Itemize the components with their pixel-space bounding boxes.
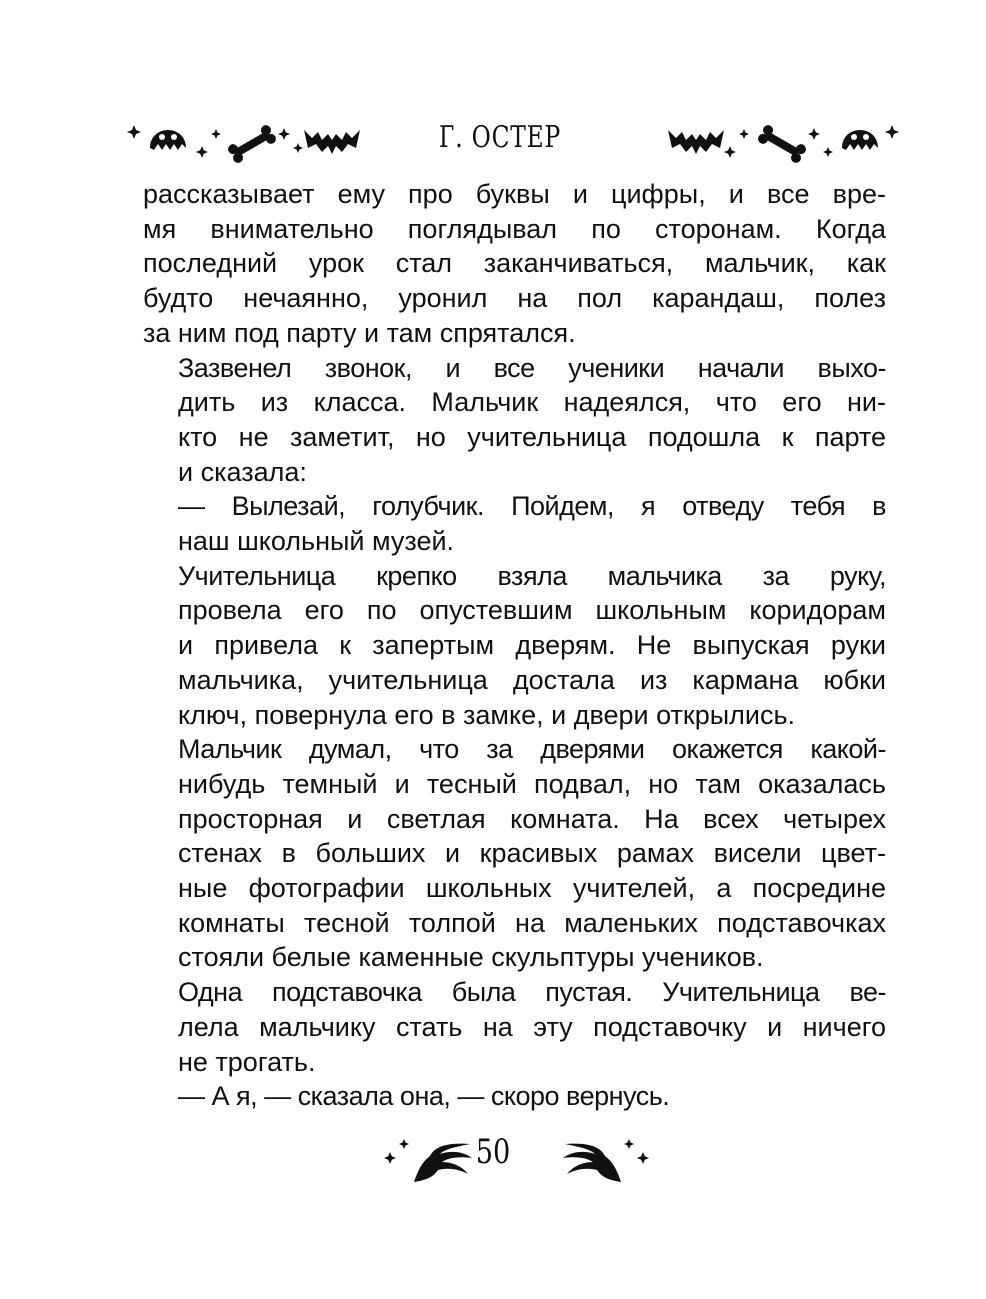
claw-hand-icon	[563, 1144, 621, 1182]
sparkle-icon	[384, 1152, 396, 1164]
page-body-text	[143, 177, 886, 1114]
text-line: мальчика, учительница достала из кармана юбки	[178, 664, 886, 695]
paragraph	[143, 1079, 886, 1114]
text-line: просторная и светлая комната. На всех четырех	[178, 803, 886, 834]
text-line: нибудь темный и тесный подвал, но там оказалась	[178, 768, 886, 799]
text-line: за ним под парту и там спрятался.	[143, 317, 576, 348]
text-line: Одна подставочка была пустая. Учительница ве-	[178, 977, 886, 1008]
sparkle-icon	[293, 143, 303, 153]
page-header	[0, 112, 986, 172]
paragraph	[143, 489, 886, 558]
text-line: будто нечаянно, уронил на пол карандаш, полез	[143, 283, 886, 314]
bone-icon	[756, 123, 808, 164]
text-line: наш школьный музей.	[178, 526, 455, 557]
paragraph	[143, 732, 886, 975]
paragraph	[143, 177, 886, 351]
sparkle-icon	[211, 129, 221, 139]
sparkle-icon	[624, 1139, 634, 1149]
sparkle-icon	[885, 125, 899, 139]
text-line: не трогать.	[178, 1046, 316, 1077]
text-line: Мальчик думал, что за дверями окажется какой-	[178, 734, 886, 765]
footer-ornament-right	[553, 1128, 653, 1188]
text-line: ные фотографии школьных учителей, а посредине	[178, 873, 886, 904]
sparkle-icon	[127, 125, 141, 139]
sparkle-icon	[724, 146, 736, 158]
text-line: — Вылезай, голубчик. Пойдем, я отведу тебя в	[178, 491, 886, 522]
ghost-icon	[150, 130, 186, 150]
bone-icon	[226, 123, 278, 164]
text-line: комнаты тесной толпой на маленьких подставочках	[178, 907, 886, 938]
text-line: стояли белые каменные скульптуры учеников.	[178, 942, 764, 973]
header-ornament-right	[664, 112, 904, 172]
text-line: и привела к запертым дверям. Не выпуская руки	[178, 630, 886, 661]
page-footer	[0, 1128, 986, 1188]
text-line: мя внимательно поглядывал по сторонам. Когда	[143, 213, 886, 244]
author-name: Г. ОСТЕР	[438, 120, 562, 155]
header-ornament-left	[120, 112, 360, 172]
sparkle-icon	[399, 1139, 409, 1149]
text-line: последний урок стал заканчиваться, мальчик, как	[143, 248, 886, 279]
text-line: стенах в больших и красивых рамах висели цвет-	[178, 838, 886, 869]
text-line: Учительница крепко взяла мальчика за руку,	[178, 560, 886, 591]
text-line: дить из класса. Мальчик надеялся, что его ни-	[178, 387, 886, 418]
sparkle-icon	[823, 147, 833, 157]
sparkle-icon	[739, 129, 749, 139]
text-line: рассказывает ему про буквы и цифры, и все вре-	[143, 179, 886, 209]
text-line: кто не заметит, но учительница подошла к парте	[178, 421, 886, 452]
bat-icon	[668, 130, 724, 154]
text-line: — А я, — сказала она, — скоро вернусь.	[178, 1081, 670, 1112]
page-number: 50	[475, 1132, 511, 1172]
bat-icon	[304, 130, 360, 154]
text-line: ключ, повернула его в замке, и двери открылись.	[178, 699, 796, 730]
text-line: Зазвенел звонок, и все ученики начали выхо-	[178, 352, 886, 383]
text-line: провела его по опустевшим школьным коридорам	[178, 595, 886, 626]
sparkle-icon	[196, 146, 208, 158]
paragraph	[143, 975, 886, 1079]
sparkle-icon	[637, 1152, 649, 1164]
sparkle-icon	[278, 128, 290, 140]
paragraph	[143, 351, 886, 490]
ghost-icon	[842, 130, 878, 150]
paragraph	[143, 559, 886, 733]
text-line: лела мальчику стать на эту подставочку и ничего	[178, 1011, 886, 1042]
text-line: и сказала:	[178, 456, 307, 487]
sparkle-icon	[808, 128, 820, 140]
